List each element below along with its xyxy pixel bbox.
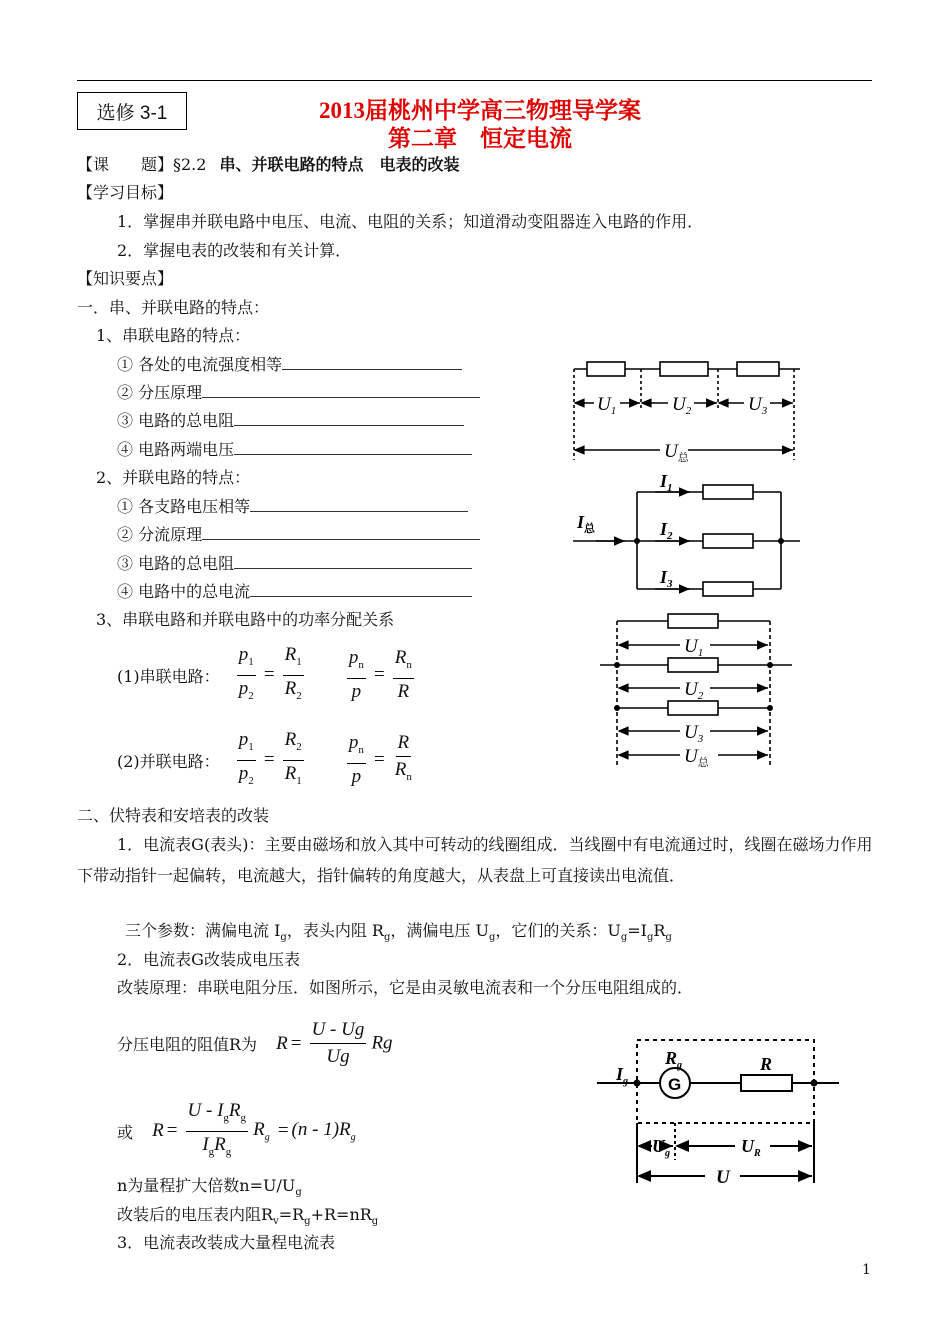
power-heading: 3、串联电路和并联电路中的功率分配关系 (96, 610, 395, 629)
goal-item: 1．掌握串并联电路中电压、电流、电阻的关系；知道滑动变阻器连入电路的作用． (117, 212, 704, 231)
label-rg: $R_g$ (665, 1048, 683, 1071)
range-factor: n为量程扩大倍数$n=U/U_g$ (117, 1176, 302, 1199)
series-power-formula: (1)串联电路： $\frac{p_1}{p_2}$ = $\frac{R_1}{R_2}$ $\frac{p_n}{p}$ = $\frac{R_n}{R}$ (117, 644, 412, 703)
parallel-heading: 2、并联电路的特点： (96, 468, 251, 487)
series-item: ① 各处的电流强度相等 (117, 352, 462, 375)
label-i1: $I_1$ (660, 471, 673, 494)
series-item: ② 分压原理 (117, 380, 480, 403)
section2-heading: 二、伏特表和安培表的改装 (77, 806, 270, 825)
resistance-formula-1: 分压电阻的阻值R为 R = $\frac{U - Ug}{Ug}$ Rg (117, 1019, 393, 1067)
label-u: U (716, 1167, 730, 1188)
parallel-power-formula: (2)并联电路： $\frac{p_1}{p_2}$ = $\frac{R_2}{R_1}$ $\frac{p_n}{p}$ = $\frac{R}{R_n}$ (117, 729, 412, 788)
parameters-line: 三个参数：满偏电流 $I_g$，表头内阻 $R_g$，满偏电压 $U_g$，它们的关系：$U_g=I_gR_g$ (125, 921, 672, 944)
label-utotal: $U_总$ (664, 441, 689, 464)
chapter-title: 第二章 恒定电流 (388, 126, 572, 151)
ammeter-heading: 3．电流表改装成大量程电流表 (117, 1233, 336, 1252)
label-ur: $U_R$ (741, 1136, 761, 1159)
label-ug: $U_g$ (652, 1136, 670, 1159)
section1-heading: 一．串、并联电路的特点： (77, 298, 270, 317)
parallel-item: ② 分流原理 (117, 522, 480, 545)
series-item: ③ 电路的总电阻 (117, 408, 464, 431)
series-heading: 1、串联电路的特点： (96, 326, 251, 345)
topic-text: 串、并联电路的特点 电表的改装 (219, 155, 460, 174)
svg-text:U总: $U_总$ (684, 746, 709, 769)
label-u1: $U_1$ (597, 394, 617, 417)
course-tag-text: 选修 3-1 (96, 102, 168, 124)
principle-line: 改装原理：串联电阻分压．如图所示，它是由灵敏电流表和一个分压电阻组成的． (117, 978, 694, 997)
resistance-formula-2: 或 R = $\frac{U - I_gR_g}{I_gR_g}$ $R_g = (n - 1)R_g$ (117, 1100, 356, 1158)
label-u2: $U_2$ (672, 394, 692, 417)
goals-heading: 【学习目标】 (77, 183, 174, 202)
svg-text:U3: $U_3$ (684, 722, 704, 745)
label-ig: $I_g$ (616, 1064, 629, 1087)
parallel-item: ④ 电路中的总电流 (117, 579, 472, 602)
svg-text:U2: $U_2$ (684, 679, 704, 702)
document-title: 2013届桃州中学高三物理导学案 (319, 98, 641, 123)
topic-label: 【课 题】§2.2 (77, 155, 207, 174)
series-item: ④ 电路两端电压 (117, 437, 472, 460)
parallel-item: ① 各支路电压相等 (117, 494, 468, 517)
label-r: R (760, 1054, 773, 1074)
label-u3: $U_3$ (748, 394, 768, 417)
goal-item: 2．掌握电表的改装和有关计算． (117, 241, 352, 260)
parallel-item: ③ 电路的总电阻 (117, 551, 472, 574)
voltmeter-resistance: 改装后的电压表内阻$R_v=R_g+R=nR_g$ (117, 1205, 379, 1228)
svg-text:U1: $U_1$ (684, 636, 704, 659)
label-i2: $I_2$ (660, 519, 673, 542)
voltmeter-heading: 2．电流表G改装成电压表 (117, 950, 300, 969)
galvanometer-icon: G (668, 1075, 682, 1094)
galvanometer-paragraph: 1．电流表G(表头)：主要由磁场和放入其中可转动的线圈组成．当线圈中有电流通过时，线圈在磁场力作用下带动指针一起偏转，电流越大，指针偏转的角度越大，从表盘上可直接读出电流值． (77, 835, 873, 885)
page-number: 1 (862, 1262, 871, 1278)
label-i-total: $I_总$ (577, 512, 596, 535)
knowledge-heading: 【知识要点】 (77, 269, 174, 288)
label-i3: $I_3$ (660, 567, 673, 590)
